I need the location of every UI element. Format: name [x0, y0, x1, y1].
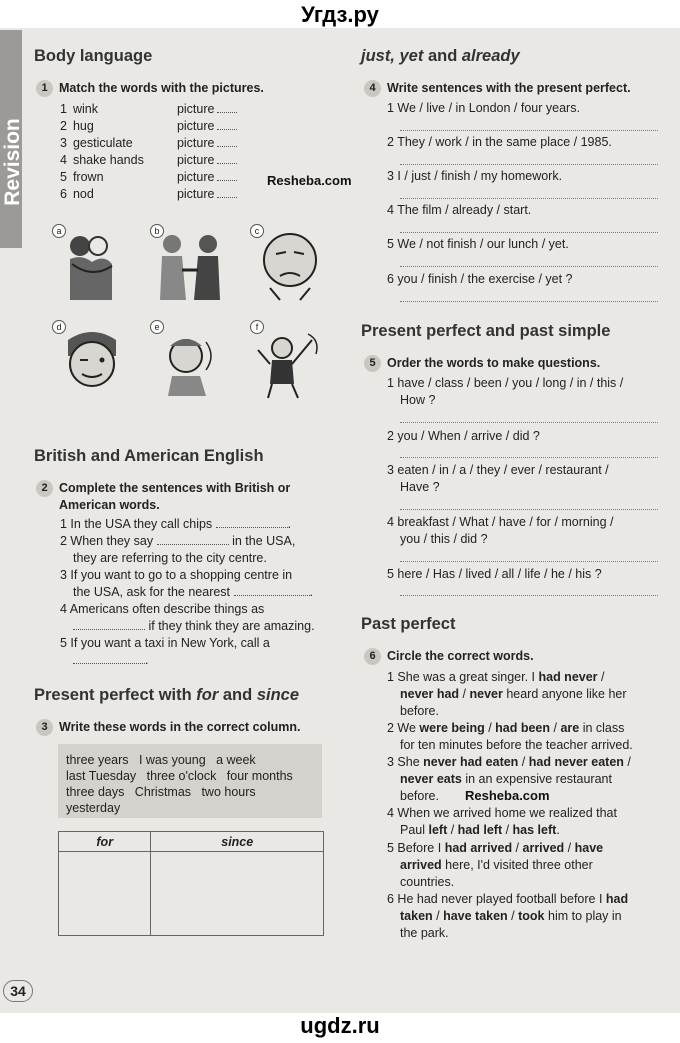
pp-item-2-l2: for ten minutes before the teacher arrived.: [400, 738, 633, 752]
option-never[interactable]: never: [469, 687, 503, 701]
question-3: 3 eaten / in / a / they / ever / restaurant /: [387, 463, 609, 477]
text: /: [512, 841, 523, 855]
nod-illustration-icon: [150, 320, 230, 400]
answer-blank[interactable]: [217, 129, 237, 130]
revision-tab-label: Revision: [1, 118, 24, 206]
item-number: 6: [60, 187, 67, 201]
frown-illustration-icon: [250, 224, 330, 304]
text: heard anyone like her: [502, 687, 627, 701]
sentence-2: [60, 533, 295, 550]
task-instruction: Match the words with the pictures.: [59, 81, 264, 95]
picture-label: a: [52, 224, 66, 238]
question-1: 1 have / class / been / you / long / in / this /: [387, 376, 624, 390]
text: 1 She was a great singer. I: [387, 670, 539, 684]
task-instruction: Circle the correct words.: [387, 649, 534, 663]
item-word: nod: [72, 187, 94, 201]
text: Paul: [400, 823, 429, 837]
text: /: [550, 721, 561, 735]
option-never-eats[interactable]: never eats: [400, 772, 462, 786]
task-3: [36, 719, 301, 736]
item-word: frown: [72, 170, 104, 184]
question-1-cont: How ?: [400, 393, 436, 407]
item-number: 4: [60, 153, 67, 167]
option-had-been[interactable]: had been: [495, 721, 551, 735]
text: 3 She: [387, 755, 424, 769]
option-taken[interactable]: taken: [400, 909, 433, 923]
text: 6 He had never played football before I: [387, 892, 606, 906]
sentence-text: in the USA,: [232, 534, 296, 548]
site-footer: ugdz.ru: [300, 1013, 380, 1038]
text: here, I'd visited three other: [441, 858, 593, 872]
revision-tab: [0, 30, 22, 248]
item-word: wink: [72, 102, 98, 116]
task-2: [36, 480, 290, 514]
match-item: [60, 118, 237, 135]
task-number: 5: [364, 355, 381, 372]
answer-line[interactable]: [400, 561, 658, 562]
item-word: gesticulate: [72, 136, 133, 150]
word-box-line: three years I was young a week: [66, 753, 256, 767]
title-part: and: [423, 47, 462, 65]
present-perfect-item: 6 you / finish / the exercise / yet ?: [387, 272, 573, 286]
question-4-cont: you / this / did ?: [400, 532, 488, 546]
text: /: [459, 687, 470, 701]
task-instruction: Write these words in the correct column.: [59, 720, 301, 734]
gesticulate-illustration-icon: [250, 320, 330, 400]
section-title-just-yet-already: [361, 47, 520, 66]
item-number: 5: [60, 170, 67, 184]
answer-line[interactable]: [400, 198, 658, 199]
task-instruction: Write sentences with the present perfect.: [387, 81, 631, 95]
present-perfect-item: 5 We / not finish / our lunch / yet.: [387, 237, 569, 251]
option-had-never-eaten[interactable]: had never eaten: [528, 755, 624, 769]
present-perfect-item: 3 I / just / finish / my homework.: [387, 169, 563, 183]
title-part: for: [196, 686, 219, 704]
item-number: 2: [60, 119, 67, 133]
answer-blank[interactable]: [216, 527, 288, 528]
item-word: shake hands: [72, 153, 144, 167]
item-number: 3: [60, 136, 67, 150]
sentence-5: 5 If you want a taxi in New York, call a: [60, 636, 270, 650]
sentence-3-cont: the USA, ask for the nearest .: [73, 585, 313, 599]
option-has-left[interactable]: has left: [512, 823, 557, 837]
answer-line[interactable]: [400, 457, 658, 458]
for-column-cell[interactable]: [59, 852, 151, 936]
option-arrived[interactable]: arrived: [522, 841, 565, 855]
text: /: [518, 755, 529, 769]
option-are[interactable]: are: [560, 721, 580, 735]
pp-item-6: [387, 891, 628, 908]
pp-item-4-l2: [400, 822, 560, 839]
sentence-text: the USA, ask for the nearest: [73, 585, 231, 599]
present-perfect-item: 4 The film / already / start.: [387, 203, 532, 217]
pp-item-1: [387, 669, 605, 686]
task-number: 6: [364, 648, 381, 665]
item-picture: picture: [176, 187, 215, 201]
answer-blank[interactable]: [234, 595, 310, 596]
page-number: 34: [3, 980, 33, 1002]
match-item: [60, 135, 237, 152]
task-number: 4: [364, 80, 381, 97]
title-part: Present perfect with: [34, 686, 197, 704]
watermark: Resheba.com: [267, 173, 352, 188]
present-perfect-item: 2 They / work / in the same place / 1985.: [387, 135, 612, 149]
option-had[interactable]: had: [605, 892, 629, 906]
task-number: 1: [36, 80, 53, 97]
sentence-text: if they think they are amazing.: [148, 619, 315, 633]
section-title-pp-past-simple: Present perfect and past simple: [361, 322, 611, 340]
item-picture: picture: [176, 170, 215, 184]
sentence-4: 4 Americans often describe things as: [60, 602, 265, 616]
item-picture: picture: [176, 153, 215, 167]
text: /: [447, 823, 458, 837]
text: him to play in: [544, 909, 622, 923]
answer-blank[interactable]: [217, 146, 237, 147]
option-were-being[interactable]: were being: [419, 721, 485, 735]
answer-blank[interactable]: [73, 663, 145, 664]
title-part: already: [461, 47, 520, 65]
task-number: 3: [36, 719, 53, 736]
answer-line[interactable]: [400, 595, 658, 596]
answer-line[interactable]: [400, 130, 658, 131]
title-part: and: [218, 686, 257, 704]
option-left[interactable]: left: [428, 823, 448, 837]
pp-item-2: [387, 720, 624, 737]
item-word: hug: [72, 119, 94, 133]
option-took[interactable]: took: [518, 909, 545, 923]
pp-item-1-l2: [400, 686, 627, 703]
pp-item-5-l3: countries.: [400, 875, 455, 889]
answer-blank[interactable]: [157, 544, 229, 545]
picture-label: c: [250, 224, 264, 238]
text: /: [597, 670, 605, 684]
task-1: [36, 80, 264, 97]
sentence-5-cont: .: [73, 652, 148, 669]
text: 5 Before I: [387, 841, 445, 855]
picture-d: [52, 320, 132, 400]
section-title-for-since: [34, 686, 299, 705]
answer-line[interactable]: [400, 422, 658, 423]
pp-item-3: [387, 754, 631, 771]
text: in an expensive restaurant: [461, 772, 612, 786]
task-5: [364, 355, 600, 372]
pp-item-5-l2: [400, 857, 593, 874]
pp-item-3-l2: [400, 771, 612, 788]
item-picture: picture: [176, 119, 215, 133]
sentence-3: 3 If you want to go to a shopping centre in: [60, 568, 293, 582]
present-perfect-item: 1 We / live / in London / four years.: [387, 101, 580, 115]
item-picture: picture: [176, 102, 215, 116]
question-5: 5 here / Has / lived / all / life / he / his ?: [387, 567, 602, 581]
since-column-cell[interactable]: [151, 852, 324, 936]
section-title-past-perfect: Past perfect: [361, 615, 456, 633]
question-4: 4 breakfast / What / have / for / morning /: [387, 515, 614, 529]
task-instruction: Order the words to make questions.: [387, 356, 601, 370]
answer-line[interactable]: [400, 266, 658, 267]
title-part: since: [256, 686, 300, 704]
match-item: [60, 152, 237, 169]
sentence-text: 1 In the USA they call chips: [60, 517, 213, 531]
sentence-4-cont: [73, 618, 315, 635]
sentence-text: 2 When they say: [60, 534, 154, 548]
picture-b: [150, 224, 230, 304]
text: /: [623, 755, 631, 769]
option-have-taken[interactable]: have taken: [443, 909, 508, 923]
pp-item-6-l2: [400, 908, 622, 925]
answer-line[interactable]: [400, 301, 658, 302]
question-3-cont: Have ?: [400, 480, 440, 494]
shake-hands-illustration-icon: [150, 224, 230, 304]
pp-item-6-l3: the park.: [400, 926, 449, 940]
column-header-since: since: [151, 832, 324, 852]
answer-blank[interactable]: [217, 180, 237, 181]
item-number: 1: [60, 102, 67, 116]
text: /: [564, 841, 575, 855]
pp-item-1-l3: before.: [400, 704, 439, 718]
match-item: [60, 169, 237, 186]
column-header-for: for: [59, 832, 151, 852]
title-part: just, yet: [361, 47, 424, 65]
pp-item-4: 4 When we arrived home we realized that: [387, 806, 617, 820]
sentence-2-cont: they are referring to the city centre.: [73, 551, 267, 565]
text: in class: [579, 721, 625, 735]
picture-e: [150, 320, 230, 400]
answer-blank[interactable]: [217, 112, 237, 113]
text: /: [484, 721, 496, 735]
text: 2 We: [387, 721, 420, 735]
option-have[interactable]: have: [574, 841, 604, 855]
watermark: Resheba.com: [465, 788, 550, 803]
text: /: [502, 823, 513, 837]
task-instruction-line: American words.: [59, 498, 160, 512]
picture-label: d: [52, 320, 66, 334]
picture-a: [52, 224, 132, 304]
task-number: 2: [36, 480, 53, 497]
answer-blank[interactable]: [73, 629, 145, 630]
section-title-body-language: Body language: [34, 47, 153, 65]
option-have-arrived[interactable]: arrived: [400, 858, 442, 872]
option-had-never[interactable]: had never: [538, 670, 598, 684]
task-4: [364, 80, 631, 97]
picture-label: f: [250, 320, 264, 334]
wink-illustration-icon: [52, 320, 132, 400]
word-box: [58, 744, 322, 818]
option-never-had[interactable]: never had: [400, 687, 460, 701]
question-2: 2 you / When / arrive / did ?: [387, 429, 540, 443]
answer-line[interactable]: [400, 232, 658, 233]
answer-blank[interactable]: [217, 163, 237, 164]
word-box-line: last Tuesday three o'clock four months: [66, 769, 293, 783]
site-header: Угдз.ру: [301, 2, 379, 27]
answer-blank[interactable]: [217, 197, 237, 198]
pp-item-3-l3: before.: [400, 789, 439, 803]
item-picture: picture: [176, 136, 215, 150]
pp-item-5: [387, 840, 603, 857]
option-never-had-eaten[interactable]: never had eaten: [423, 755, 519, 769]
task-instruction: [59, 480, 290, 514]
answer-line[interactable]: [400, 164, 658, 165]
hug-illustration-icon: [52, 224, 132, 304]
picture-label: e: [150, 320, 164, 334]
text: /: [432, 909, 444, 923]
answer-line[interactable]: [400, 509, 658, 510]
word-box-line: yesterday: [66, 801, 121, 815]
word-box-line: three days Christmas two hours: [66, 785, 256, 799]
match-item: [60, 101, 237, 118]
picture-f: [250, 320, 330, 400]
for-since-table: [58, 831, 324, 936]
option-had-arrived[interactable]: had arrived: [444, 841, 513, 855]
option-had-left[interactable]: had left: [457, 823, 503, 837]
text: .: [556, 823, 560, 837]
section-title-british-american: British and American English: [34, 447, 264, 465]
picture-label: b: [150, 224, 164, 238]
task-instruction-line: Complete the sentences with British or: [59, 481, 291, 495]
task-6: [364, 648, 534, 665]
match-item: [60, 186, 237, 203]
picture-c: [250, 224, 330, 304]
sentence-1: 1 In the USA they call chips .: [60, 517, 292, 531]
text: /: [507, 909, 519, 923]
